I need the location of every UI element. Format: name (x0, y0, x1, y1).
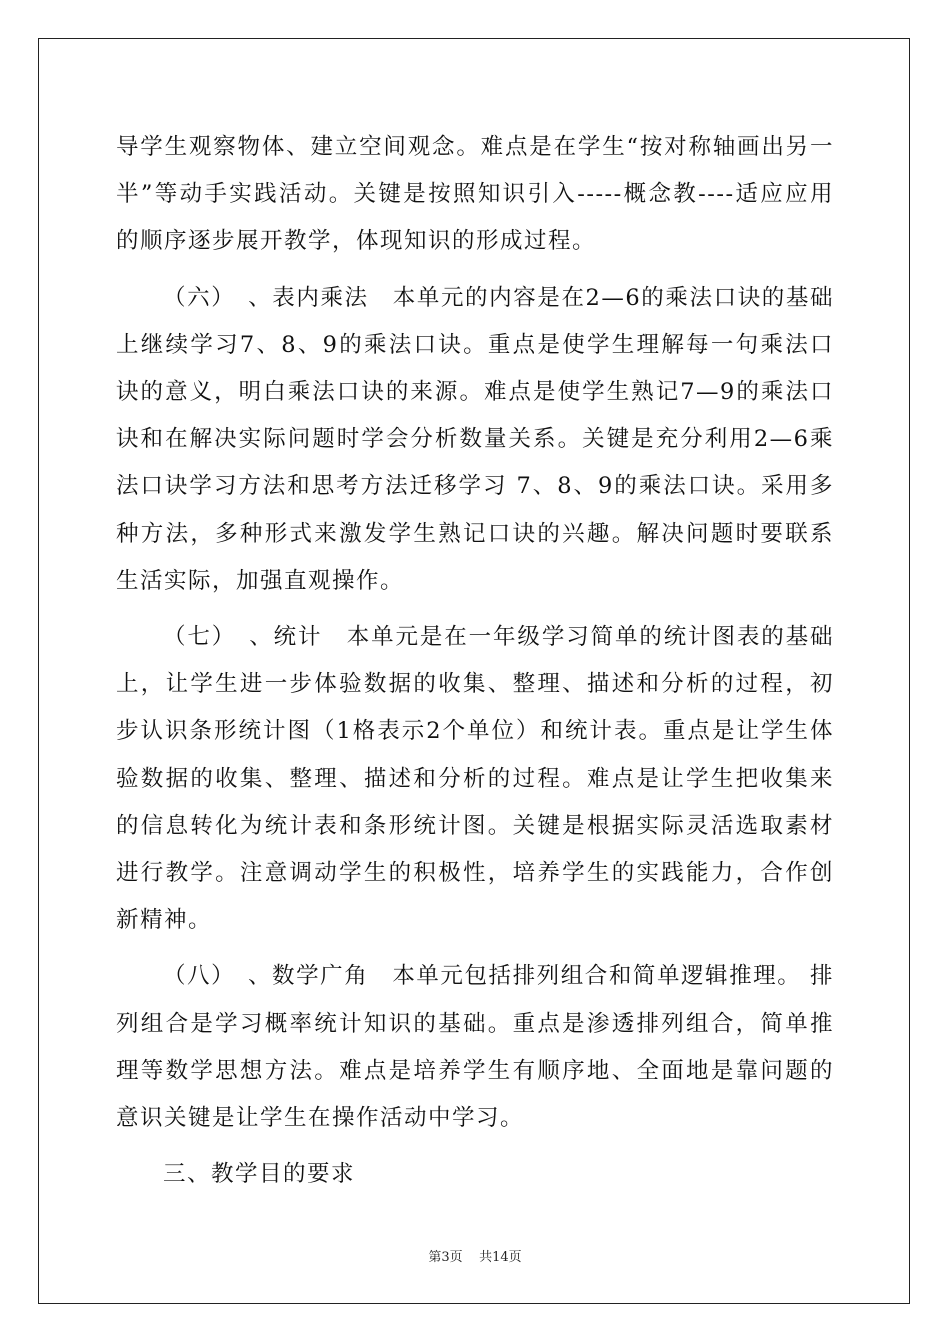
page-footer (0, 1246, 950, 1265)
page-total: 共14页 (479, 1250, 522, 1265)
paragraph-continuation: 导学生观察物体、建立空间观念。难点是在学生“按对称轴画出另一半”等动手实践活动。关键是按照知识引入-----概念教----适应应用的顺序逐步展开教学，体现知识的形成过程。 (116, 134, 834, 255)
section-heading: 三、教学目的要求 (163, 1161, 356, 1188)
document-body (116, 124, 834, 1198)
paragraph-section-8: （八） 、数学广角 本单元包括排列组合和简单逻辑推理。 排列组合是学习概率统计知识的基础。重点是渗透排列组合，简单推理等数学思想方法。难点是培养学生有顺序地、全面地是靠问题的意识关键是让学生在操作活动中学习。 (116, 963, 834, 1132)
page-number: 第3页 (428, 1250, 463, 1265)
paragraph-section-6: （六） 、表内乘法 本单元的内容是在2—6的乘法口诀的基础上继续学习7、8、9的乘法口诀。重点是使学生理解每一句乘法口诀的意义，明白乘法口诀的来源。难点是使学生熟记7—9的乘法口诀和在解决实际问题时学会分析数量关系。关键是充分利用2—6乘法口诀学习方法和思考方法迁移学习 7、8、9的乘法口诀。采用多种方法，多种形式来激发学生熟记口诀的兴趣。解决问题时要联系生活实际，加强直观操作。 (116, 284, 834, 594)
paragraph-section-7: （七） 、统计 本单元是在一年级学习简单的统计图表的基础上，让学生进一步体验数据的收集、整理、描述和分析的过程，初步认识条形统计图（1格表示2个单位）和统计表。重点是让学生体验数据的收集、整理、描述和分析的过程。难点是让学生把收集来的信息转化为统计表和条形统计图。关键是根据实际灵活选取素材进行教学。注意调动学生的积极性，培养学生的实践能力，合作创新精神。 (116, 624, 834, 934)
